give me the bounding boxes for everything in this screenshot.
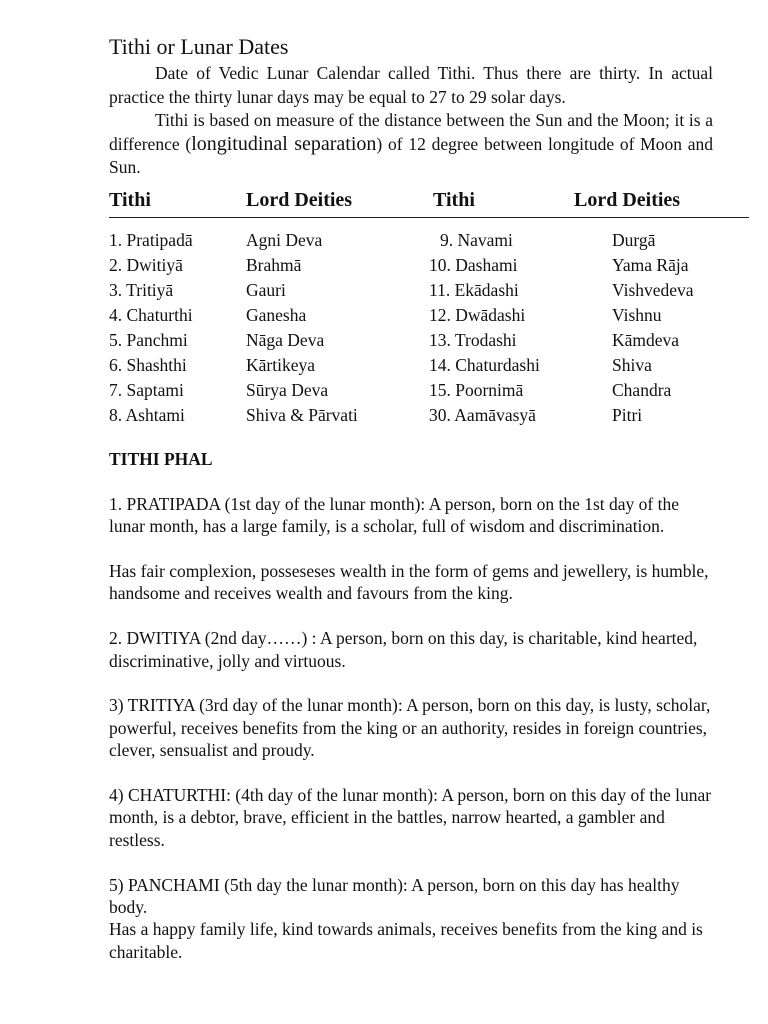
intro-emphasis: longitudinal separation [191,132,377,155]
deity-cell: Yama Rāja [612,255,689,275]
deity-cell: Vishvedeva [612,280,694,300]
table-row [0,353,768,378]
phal-line: 5) PANCHAMI (5th day the lunar month): A person, born on this day has healthy body. [109,874,680,918]
tithi-cell: 13. Trodashi [429,330,517,350]
phal-paragraph: 4) CHATURTHI: (4th day of the lunar month): A person, born on this day of the lunar month, is a debtor, brave, efficient in the battles, narrow hearted, a gambler and restless. [109,785,712,850]
deity-cell: Sūrya Deva [246,380,329,400]
intro-paragraph-2 [109,109,713,180]
tithi-cell: 6. Shashthi [109,355,187,375]
table-row [0,328,768,353]
deity-cell: Kārtikeya [246,355,315,375]
deity-cell: Shiva & Pārvati [246,405,358,425]
intro-text-part: Tithi is based on measure of the distance between the Sun and the Moon; it is a difference ( [109,110,713,154]
tithi-cell: 11. Ekādashi [429,280,519,300]
intro-paragraph-1: Date of Vedic Lunar Calendar called Tithi. Thus there are thirty. In actual practice the thirty lunar days may be equal to 27 to 29 solar days. [109,63,713,107]
tithi-table [0,228,768,428]
deity-cell: Kāmdeva [612,330,680,350]
deity-cell: Agni Deva [246,230,323,250]
table-row [0,228,768,253]
table-row [0,403,768,428]
header-divider [109,217,749,218]
tithi-cell: 8. Ashtami [109,405,185,425]
tithi-phal-section [109,448,713,963]
deity-cell: Pitri [612,405,643,425]
tithi-cell: 12. Dwādashi [429,305,526,325]
deity-cell: Durgā [612,230,656,250]
table-row [0,378,768,403]
tithi-cell: 1. Pratipadā [109,230,193,250]
header-lord-deities-1: Lord Deities [246,189,353,211]
deity-cell: Brahmā [246,255,302,275]
tithi-cell: 3. Tritiyā [109,280,174,300]
phal-paragraph [109,874,713,964]
header-lord-deities-2: Lord Deities [574,189,681,211]
table-row [0,303,768,328]
table-row [0,278,768,303]
tithi-cell: 4. Chaturthi [109,305,193,325]
tithi-cell: 14. Chaturdashi [429,355,540,375]
phal-paragraph: 3) TRITIYA (3rd day of the lunar month): A person, born on this day, is lusty, scholar, powerful, receives benefits from the king or an authority, resides in foreign countries, clever, sensualist and proudy. [109,695,711,761]
tithi-cell: 10. Dashami [429,255,518,275]
phal-paragraph: 1. PRATIPADA (1st day of the lunar month): A person, born on the 1st day of the lunar month, has a large family, is a scholar, full of wisdom and discrimination. [109,493,680,537]
table-row [0,253,768,278]
table-header [0,187,768,215]
header-tithi-2: Tithi [433,189,475,211]
phal-paragraph: Has fair complexion, posseseses wealth in the form of gems and jewellery, is humble, handsome and receives wealth and favours from the king. [109,561,709,604]
tithi-cell: 7. Saptami [109,380,184,400]
page-title: Tithi or Lunar Dates [109,34,289,59]
header-tithi-1: Tithi [109,189,151,211]
deity-cell: Shiva [612,355,652,375]
tithi-cell: 15. Poornimā [429,380,524,400]
deity-cell: Vishnu [612,305,662,325]
tithi-cell: 2. Dwitiyā [109,255,183,275]
deity-cell: Gauri [246,280,286,300]
intro-text-part: ) of 12 degree between longitude of Moon and Sun. [109,133,713,177]
deity-cell: Chandra [612,380,672,400]
section-heading: TITHI PHAL [109,449,213,469]
deity-cell: Ganesha [246,305,307,325]
phal-line: Has a happy family life, kind towards animals, receives benefits from the king and is charitable. [109,919,703,962]
intro-text [109,62,713,180]
tithi-cell: 9. Navami [440,230,513,250]
phal-paragraph: 2. DWITIYA (2nd day……) : A person, born on this day, is charitable, kind hearted, discriminative, jolly and virtuous. [109,628,698,671]
deity-cell: Nāga Deva [246,330,325,350]
tithi-cell: 5. Panchmi [109,330,188,350]
tithi-cell: 30. Aamāvasyā [429,405,536,425]
